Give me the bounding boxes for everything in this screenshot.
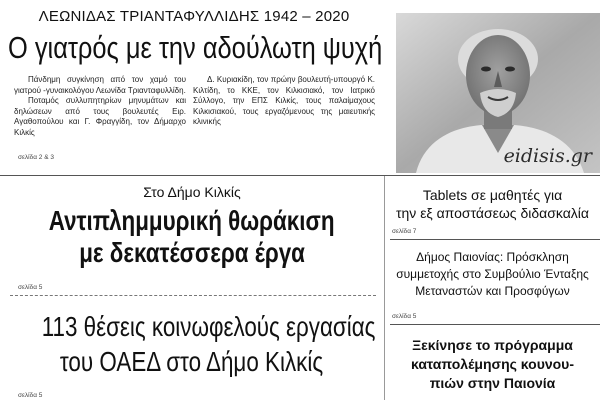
- sidebar-tablets-headline: [385, 186, 600, 222]
- flood-story-divider: [10, 295, 376, 296]
- top-story-kicker: [4, 8, 384, 25]
- tablets-line2: την εξ αποστάσεως διδασκαλία: [395, 205, 590, 221]
- top-story-kicker-text: ΛΕΩΝΙΔΑΣ ΤΡΙΑΝΤΑΦΥΛΛΙΔΗΣ 1942 – 2020: [38, 8, 350, 25]
- top-story-col1-para2: Ποταμός συλλυπητηρίων μηνυμάτων και δηλώσεων από τους βουλευτές Ειρ. Αγαθοπούλου και Γ. Φραγγίδη, τον Δήμαρχο Κιλκίς: [14, 96, 186, 137]
- top-story-headline: [8, 30, 388, 70]
- jobs-headline-line2: του ΟΑΕΔ στο Δήμο Κιλκίς: [60, 346, 324, 377]
- sidebar-divider-1: [390, 239, 600, 240]
- photo-watermark: eidisis.gr: [503, 145, 592, 167]
- pest-control-line1: Ξεκίνησε το πρόγραμμα: [412, 337, 573, 353]
- jobs-story-headline: [0, 311, 384, 381]
- jobs-headline-line1: 113 θέσεις κοινωφελούς εργασίας: [41, 311, 376, 342]
- top-story-column-2: [193, 75, 375, 128]
- top-story-headline-text: Ο γιατρός με την αδούλωτη ψυχή: [8, 30, 383, 65]
- obituary-portrait-photo: [396, 13, 600, 173]
- top-story-column-1: [14, 75, 186, 138]
- flood-headline-line1: Αντιπλημμυρική θωράκιση: [49, 205, 335, 236]
- top-story-col1-para1: Πάνδημη συγκίνηση από τον χαμό του γιατρού -γυναικολόγου Λεωνίδα Τριανταφυλλίδη.: [14, 75, 186, 95]
- tablets-page-ref: σελίδα 7: [392, 228, 417, 235]
- top-story-col2-para1: Δ. Κυριακίδη, τον πρώην βουλευτή-υπουργό Κ. Κιλτίδη, το ΚΚΕ, τον Κιλκισιακό, τον Ιατρικό Σύλλογο, την ΕΠΣ Κιλκίς, τους παλαίμαχους Κιλκισιακού, τους εργαζόμενους της μαιευτικής κλινικής: [193, 75, 375, 126]
- pest-control-line3: πιών στην Παιονία: [429, 375, 556, 391]
- sidebar-paionia-council-headline: [385, 249, 600, 300]
- sidebar-pest-control-headline: [385, 336, 600, 393]
- tablets-line1: Tablets σε μαθητές για: [422, 187, 563, 203]
- paionia-council-page-ref: σελίδα 5: [392, 313, 417, 320]
- paionia-council-line1: Δήμος Παιονίας: Πρόσκληση: [416, 250, 569, 264]
- top-story-page-ref: σελίδα 2 & 3: [18, 154, 54, 161]
- paionia-council-line2: συμμετοχής στο Συμβούλιο Ένταξης: [396, 267, 589, 281]
- flood-story-kicker: Στο Δήμο Κιλκίς: [143, 184, 241, 200]
- flood-story-page-ref: σελίδα 5: [18, 284, 43, 291]
- flood-story-headline: [0, 205, 384, 269]
- jobs-story-page-ref: σελίδα 5: [18, 392, 43, 399]
- section-divider-top: [0, 175, 600, 176]
- pest-control-line2: καταπολέμησης κουνου-: [410, 356, 574, 372]
- sidebar-divider-2: [390, 324, 600, 325]
- paionia-council-line3: Μεταναστών και Προσφύγων: [415, 284, 570, 298]
- flood-headline-line2: με δεκατέσσερα έργα: [79, 237, 305, 268]
